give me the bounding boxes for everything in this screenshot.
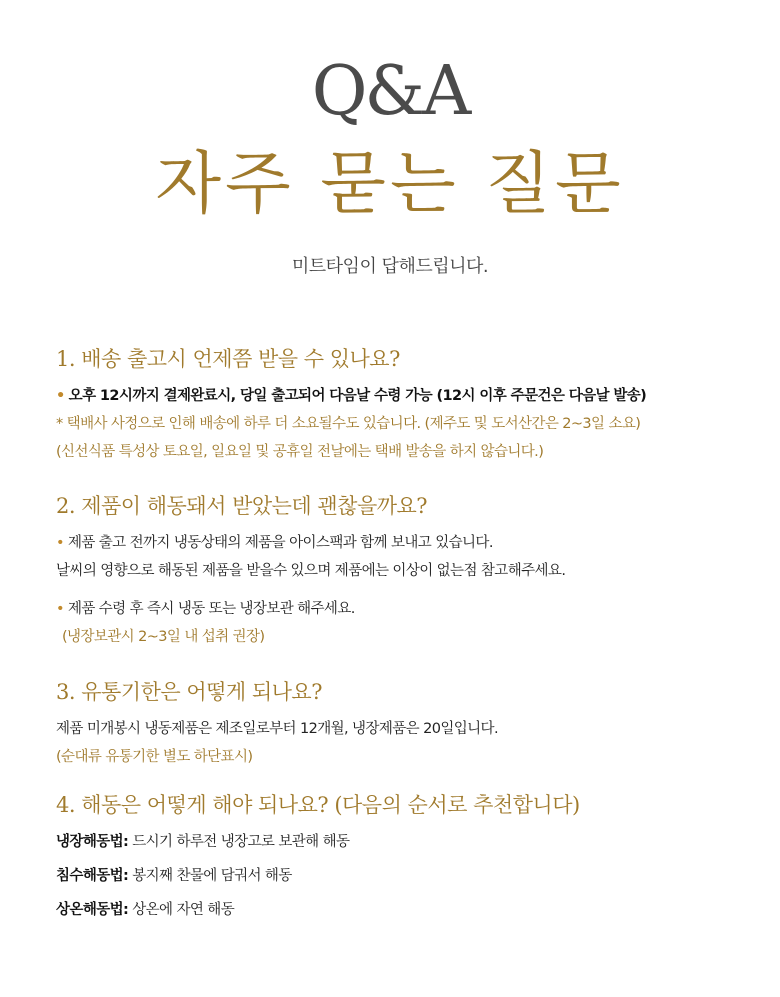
faq-answer-line: (순대류 유통기한 별도 하단표시): [56, 749, 253, 765]
faq-question-3: 3. 유통기한은 어떻게 되나요?: [56, 680, 322, 704]
faq-answer-line: (냉장보관시 2~3일 내 섭취 권장): [62, 629, 265, 645]
faq-answer-line: • 제품 출고 전까지 냉동상태의 제품을 아이스팩과 함께 보내고 있습니다.: [56, 535, 493, 551]
page-subtitle: 미트타임이 답해드립니다.: [291, 256, 489, 277]
faq-answer-line: 날씨의 영향으로 해동된 제품을 받을수 있으며 제품에는 이상이 없는점 참고해주세요.: [56, 563, 566, 579]
faq-section-3: [56, 677, 740, 769]
faq-answer-line: 제품 미개봉시 냉동제품은 제조일로부터 12개월, 냉장제품은 20일입니다.: [56, 721, 498, 737]
faq-question-2: 2. 제품이 해동돼서 받았는데 괜찮을까요?: [56, 494, 428, 518]
faq-answer-line: * 택배사 사정으로 인해 배송에 하루 더 소요될수도 있습니다. (제주도 및 도서산간은 2~3일 소요): [56, 416, 641, 432]
qa-heading: Q&A: [311, 52, 469, 131]
thaw-method-water: 침수해동법: 봉지째 찬물에 담궈서 해동: [56, 868, 292, 884]
faq-section-2: [56, 491, 740, 649]
faq-answer-line: (신선식품 특성상 토요일, 일요일 및 공휴일 전날에는 택배 발송을 하지 않습니다.): [56, 444, 544, 460]
faq-question-1: 1. 배송 출고시 언제쯤 받을 수 있나요?: [56, 347, 400, 371]
faq-section-1: [56, 344, 740, 464]
bullet-icon: •: [56, 388, 65, 404]
bullet-icon: •: [56, 535, 64, 551]
thaw-method-room: 상온해동법: 상온에 자연 해동: [56, 902, 235, 918]
page-title: 자주 묻는 질문: [155, 145, 625, 224]
faq-question-4: 4. 해동은 어떻게 해야 되나요? (다음의 순서로 추천합니다): [56, 793, 580, 817]
faq-answer-line: • 제품 수령 후 즉시 냉동 또는 냉장보관 해주세요.: [56, 601, 355, 617]
bullet-icon: •: [56, 601, 64, 617]
faq-section-4: [56, 790, 740, 932]
faq-answer-line: • 오후 12시까지 결제완료시, 당일 출고되어 다음날 수령 가능 (12시 이후 주문건은 다음날 발송): [56, 388, 647, 404]
thaw-method-fridge: 냉장해동법: 드시기 하루전 냉장고로 보관해 해동: [56, 834, 350, 850]
